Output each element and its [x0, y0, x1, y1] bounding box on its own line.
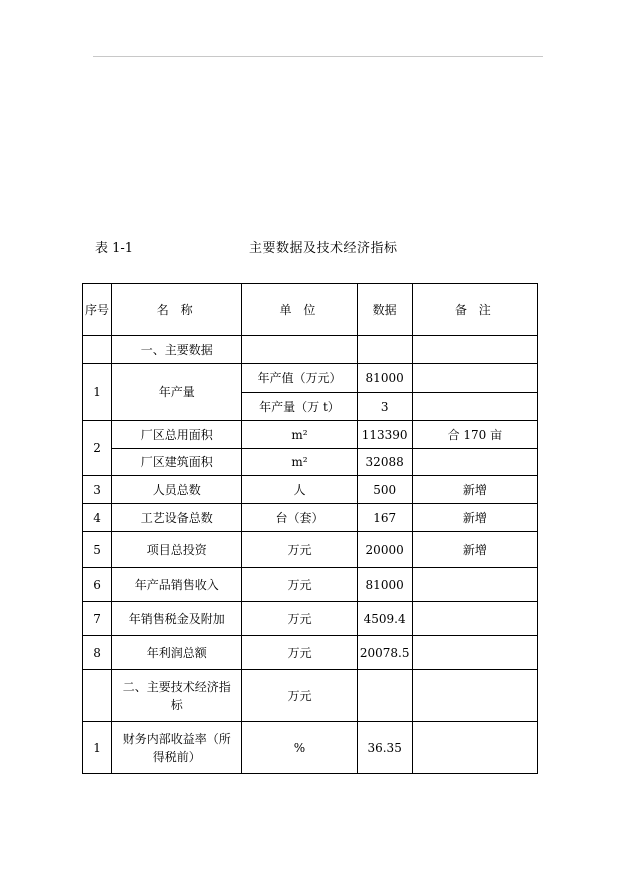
table-header-row — [83, 284, 538, 336]
cell-name: 厂区总用面积 — [112, 421, 242, 449]
cell-seq: 4 — [83, 504, 112, 532]
section-heading: 一、主要数据 — [112, 336, 242, 364]
table-title: 主要数据及技术经济指标 — [249, 241, 398, 256]
cell-unit: 人 — [242, 476, 357, 504]
cell-name: 年利润总额 — [112, 636, 242, 670]
section-heading: 二、主要技术经济指标 — [112, 670, 242, 722]
cell-name: 年产量 — [112, 364, 242, 421]
table-row — [83, 504, 538, 532]
table-row — [83, 670, 538, 722]
cell-note — [412, 670, 537, 722]
cell-seq: 7 — [83, 602, 112, 636]
cell-note — [412, 602, 537, 636]
cell-note: 合 170 亩 — [412, 421, 537, 449]
cell-unit: 万元 — [242, 602, 357, 636]
cell-unit: m² — [242, 449, 357, 476]
cell-name: 工艺设备总数 — [112, 504, 242, 532]
cell-unit: 万元 — [242, 670, 357, 722]
cell-seq: 1 — [83, 364, 112, 421]
cell-seq: 1 — [83, 722, 112, 774]
cell-note — [412, 364, 537, 393]
cell-seq: 5 — [83, 532, 112, 568]
cell-note — [412, 636, 537, 670]
cell-seq: 8 — [83, 636, 112, 670]
cell-data: 81000 — [357, 568, 412, 602]
table-row — [83, 722, 538, 774]
table-label: 表 1-1 — [95, 241, 134, 256]
header-note: 备 注 — [412, 284, 537, 336]
cell-name: 财务内部收益率（所得税前） — [112, 722, 242, 774]
cell-note — [412, 722, 537, 774]
cell-unit: 万元 — [242, 636, 357, 670]
cell-note: 新增 — [412, 532, 537, 568]
cell-seq: 2 — [83, 421, 112, 476]
table-row — [83, 568, 538, 602]
cell-data: 3 — [357, 393, 412, 421]
cell-unit: m² — [242, 421, 357, 449]
cell-data — [357, 336, 412, 364]
cell-data: 36.35 — [357, 722, 412, 774]
cell-note — [412, 336, 537, 364]
cell-unit: 年产量（万 t） — [242, 393, 357, 421]
cell-data: 500 — [357, 476, 412, 504]
table-row — [83, 336, 538, 364]
cell-unit — [242, 336, 357, 364]
cell-note — [412, 449, 537, 476]
cell-note — [412, 568, 537, 602]
cell-seq — [83, 336, 112, 364]
cell-note: 新增 — [412, 476, 537, 504]
cell-seq: 6 — [83, 568, 112, 602]
header-seq: 序号 — [83, 284, 112, 336]
table-row — [83, 602, 538, 636]
cell-name: 项目总投资 — [112, 532, 242, 568]
cell-unit: % — [242, 722, 357, 774]
cell-data: 20000 — [357, 532, 412, 568]
cell-seq — [83, 670, 112, 722]
cell-data — [357, 670, 412, 722]
header-rule — [93, 56, 543, 57]
cell-data: 113390 — [357, 421, 412, 449]
cell-unit: 台（套） — [242, 504, 357, 532]
header-name: 名 称 — [112, 284, 242, 336]
table-row — [83, 449, 538, 476]
header-data: 数据 — [357, 284, 412, 336]
cell-unit: 年产值（万元） — [242, 364, 357, 393]
table-row — [83, 532, 538, 568]
cell-name: 厂区建筑面积 — [112, 449, 242, 476]
cell-data: 167 — [357, 504, 412, 532]
table-row — [83, 636, 538, 670]
table-row — [83, 421, 538, 449]
cell-data: 4509.4 — [357, 602, 412, 636]
cell-data: 81000 — [357, 364, 412, 393]
cell-name: 年产品销售收入 — [112, 568, 242, 602]
cell-data: 32088 — [357, 449, 412, 476]
table-row — [83, 364, 538, 393]
header-unit: 单 位 — [242, 284, 357, 336]
cell-unit: 万元 — [242, 568, 357, 602]
cell-seq: 3 — [83, 476, 112, 504]
cell-unit: 万元 — [242, 532, 357, 568]
table-row — [83, 476, 538, 504]
cell-note — [412, 393, 537, 421]
cell-data: 20078.5 — [357, 636, 412, 670]
indicators-table — [82, 283, 538, 774]
cell-name: 年销售税金及附加 — [112, 602, 242, 636]
cell-name: 人员总数 — [112, 476, 242, 504]
cell-note: 新增 — [412, 504, 537, 532]
